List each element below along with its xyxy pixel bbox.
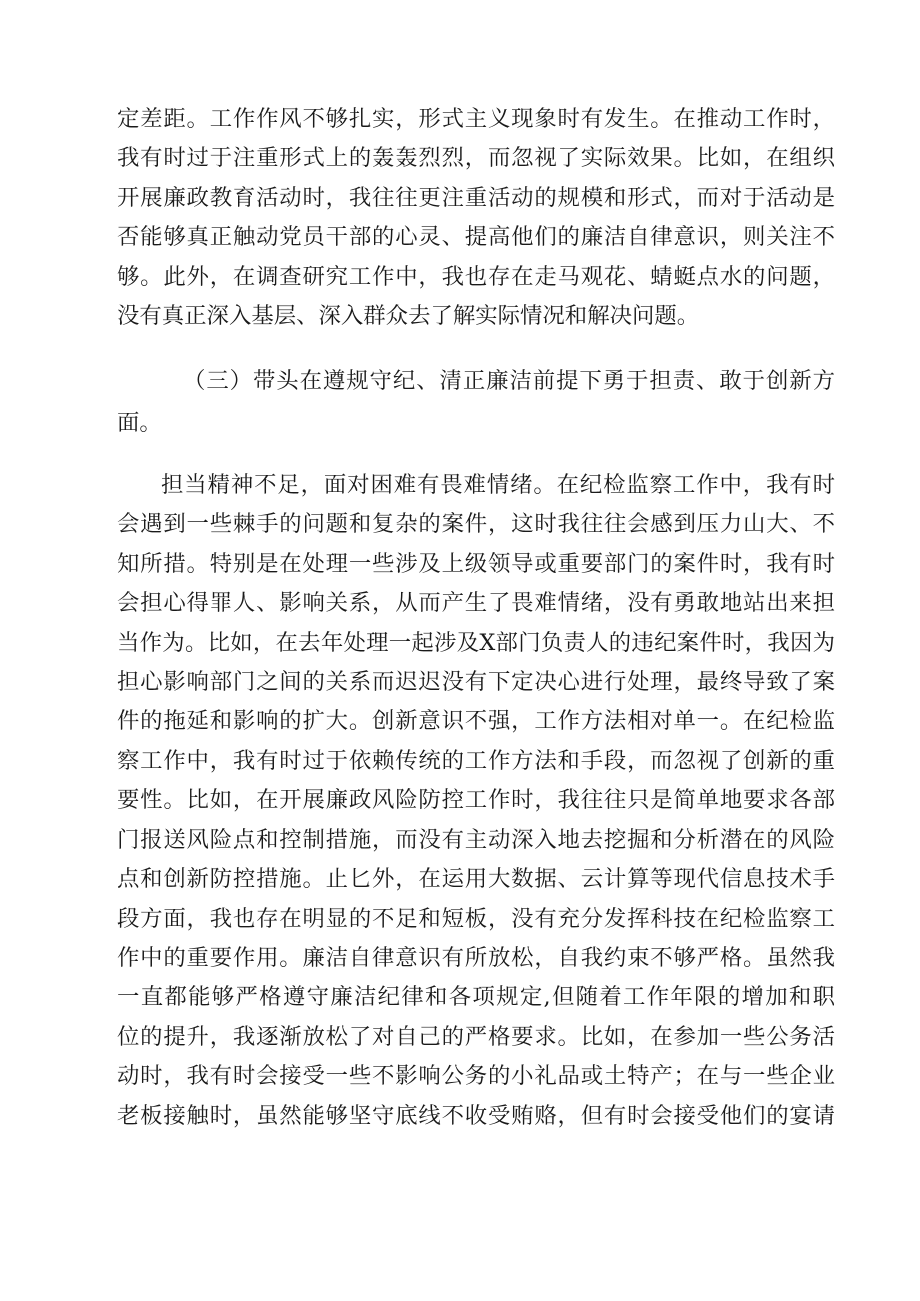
text-line: 够。此外，在调查研究工作中，我也存在走马观花、蜻蜓点水的问题， <box>117 264 835 290</box>
section-heading-continuation: 面。 <box>117 410 162 436</box>
text-line: 老板接触时，虽然能够坚守底线不收受贿赂，但有时会接受他们的宴请 <box>117 1103 835 1129</box>
text-line: 会担心得罪人、影响关系，从而产生了畏难情绪，没有勇敢地站出来担 <box>117 590 835 616</box>
text-line: 担心影响部门之间的关系而迟迟没有下定决心进行处理，最终导致了案 <box>117 669 835 695</box>
text-line: 我有时过于注重形式上的轰轰烈烈，而忽视了实际效果。比如，在组织 <box>117 145 835 171</box>
section-heading: （三）带头在遵规守纪、清正廉洁前提下勇于担责、敢于创新方 <box>183 368 835 394</box>
text-line: 门报送风险点和控制措施，而没有主动深入地去挖掘和分析潜在的风险 <box>117 827 835 853</box>
text-line: 一直都能够严格遵守廉洁纪律和各项规定,但随着工作年限的增加和职 <box>117 984 835 1010</box>
text-line: 会遇到一些棘手的问题和复杂的案件，这时我往往会感到压力山大、不 <box>117 511 835 537</box>
text-line: 开展廉政教育活动时，我往往更注重活动的规模和形式，而对于活动是 <box>117 185 835 211</box>
text-line: 段方面，我也存在明显的不足和短板，没有充分发挥科技在纪检监察工 <box>117 906 835 932</box>
text-line: 作中的重要作用。廉洁自律意识有所放松，自我约束不够严格。虽然我 <box>117 945 835 971</box>
text-line: 件的拖延和影响的扩大。创新意识不强，工作方法相对单一。在纪检监 <box>117 708 835 734</box>
text-line: 当作为。比如，在去年处理一起涉及X部门负责人的违纪案件时，我因为 <box>117 630 835 656</box>
text-line: 知所措。特别是在处理一些涉及上级领导或重要部门的案件时，我有时 <box>117 551 835 577</box>
text-line: 没有真正深入基层、深入群众去了解实际情况和解决问题。 <box>117 303 700 329</box>
paragraph-first-line: 担当精神不足，面对困难有畏难情绪。在纪检监察工作中，我有时 <box>161 472 835 498</box>
text-line: 否能够真正触动党员干部的心灵、提高他们的廉洁自律意识，则关注不 <box>117 224 835 250</box>
text-line: 动时，我有时会接受一些不影响公务的小礼品或土特产；在与一些企业 <box>117 1063 835 1089</box>
text-line: 位的提升，我逐渐放松了对自己的严格要求。比如，在参加一些公务活 <box>117 1024 835 1050</box>
text-line: 点和创新防控措施。止匕外，在运用大数据、云计算等现代信息技术手 <box>117 866 835 892</box>
text-line: 察工作中，我有时过于依赖传统的工作方法和手段，而忽视了创新的重 <box>117 748 835 774</box>
text-line: 定差距。工作作风不够扎实，形式主义现象时有发生。在推动工作时， <box>117 106 835 132</box>
text-line: 要性。比如，在开展廉政风险防控工作时，我往往只是简单地要求各部 <box>117 787 835 813</box>
